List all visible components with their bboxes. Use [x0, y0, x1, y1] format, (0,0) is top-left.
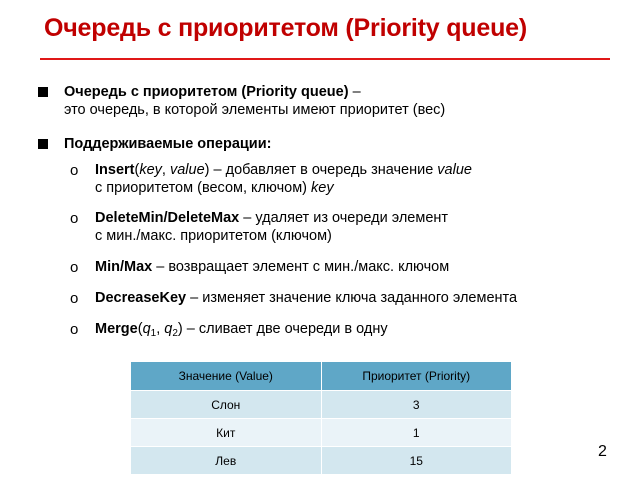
op-merge-line: [95, 319, 388, 344]
circle-bullet-icon: o: [70, 321, 79, 338]
op-merge-q1: q: [142, 321, 151, 337]
op-merge-q1-subscript: 1: [150, 328, 157, 339]
op-merge-q2-subscript: 2: [172, 328, 178, 339]
op-decreasekey-name: DecreaseKey: [95, 290, 187, 306]
op-delete-name: DeleteMin/DeleteMax: [95, 210, 240, 226]
slide-title: Очередь с приоритетом (Priority queue): [44, 14, 527, 42]
table-cell-value: Кит: [131, 419, 322, 447]
op-delete-line-1: [95, 208, 448, 228]
table-cell-priority: 15: [321, 447, 512, 475]
circle-bullet-icon: o: [70, 290, 79, 307]
op-minmax-desc: – возвращает элемент с мин./макс. ключом: [152, 259, 450, 275]
table-row: [131, 391, 512, 419]
bullet-1-line-1: [64, 82, 361, 102]
op-merge-paren-open: (: [137, 321, 143, 337]
title-underline: [40, 58, 610, 60]
op-delete-desc: – удаляет из очереди элемент: [239, 210, 449, 226]
op-insert-paren-close: ): [204, 162, 210, 178]
table-row: [131, 419, 512, 447]
priority-table: [130, 361, 512, 475]
table-cell-priority: 3: [321, 391, 512, 419]
op-insert-line-1: [95, 160, 472, 180]
op-insert-desc: – добавляет в очередь значение: [209, 162, 438, 178]
table-row: [131, 447, 512, 475]
circle-bullet-icon: o: [70, 162, 79, 179]
op-merge-q2: q: [164, 321, 173, 337]
op-minmax-name: Min/Max: [95, 259, 153, 275]
table-header-row: [131, 362, 512, 391]
op-decreasekey-line: [95, 288, 517, 308]
op-merge-name: Merge: [95, 321, 138, 337]
circle-bullet-icon: o: [70, 210, 79, 227]
bullet-1-line-2: это очередь, в которой элементы имеют приоритет (вес): [64, 102, 446, 118]
op-merge-sep: ,: [156, 321, 165, 337]
op-insert-line-2: [95, 178, 334, 198]
column-header-value: Значение (Value): [131, 362, 322, 391]
bullet-square-icon: [38, 87, 48, 97]
op-insert-paren-open: (: [134, 162, 140, 178]
op-delete-line-2: с мин./макс. приоритетом (ключом): [95, 228, 332, 244]
bullet-2-term: Поддерживаемые операции:: [64, 136, 272, 152]
op-insert-sep: ,: [161, 162, 170, 178]
bullet-square-icon: [38, 139, 48, 149]
op-insert-arg-key: key: [139, 162, 162, 178]
op-insert-line2-key: key: [311, 180, 334, 196]
column-header-priority: Приоритет (Priority): [321, 362, 512, 391]
op-merge-desc: – сливает две очереди в одну: [182, 321, 388, 337]
op-insert-desc-value: value: [437, 162, 472, 178]
bullet-1-term: Очередь с приоритетом (Priority queue): [64, 84, 349, 100]
op-merge-paren-close: ): [177, 321, 183, 337]
op-minmax-line: [95, 257, 449, 277]
circle-bullet-icon: o: [70, 259, 79, 276]
op-insert-arg-value: value: [169, 162, 205, 178]
table-cell-value: Слон: [131, 391, 322, 419]
table-cell-value: Лев: [131, 447, 322, 475]
op-insert-name: Insert: [95, 162, 135, 178]
op-insert-line2-text: с приоритетом (весом, ключом): [95, 180, 312, 196]
page-number: 2: [598, 443, 607, 460]
bullet-1-dash: –: [348, 84, 361, 100]
table-cell-priority: 1: [321, 419, 512, 447]
op-decreasekey-desc: – изменяет значение ключа заданного элемента: [186, 290, 518, 306]
